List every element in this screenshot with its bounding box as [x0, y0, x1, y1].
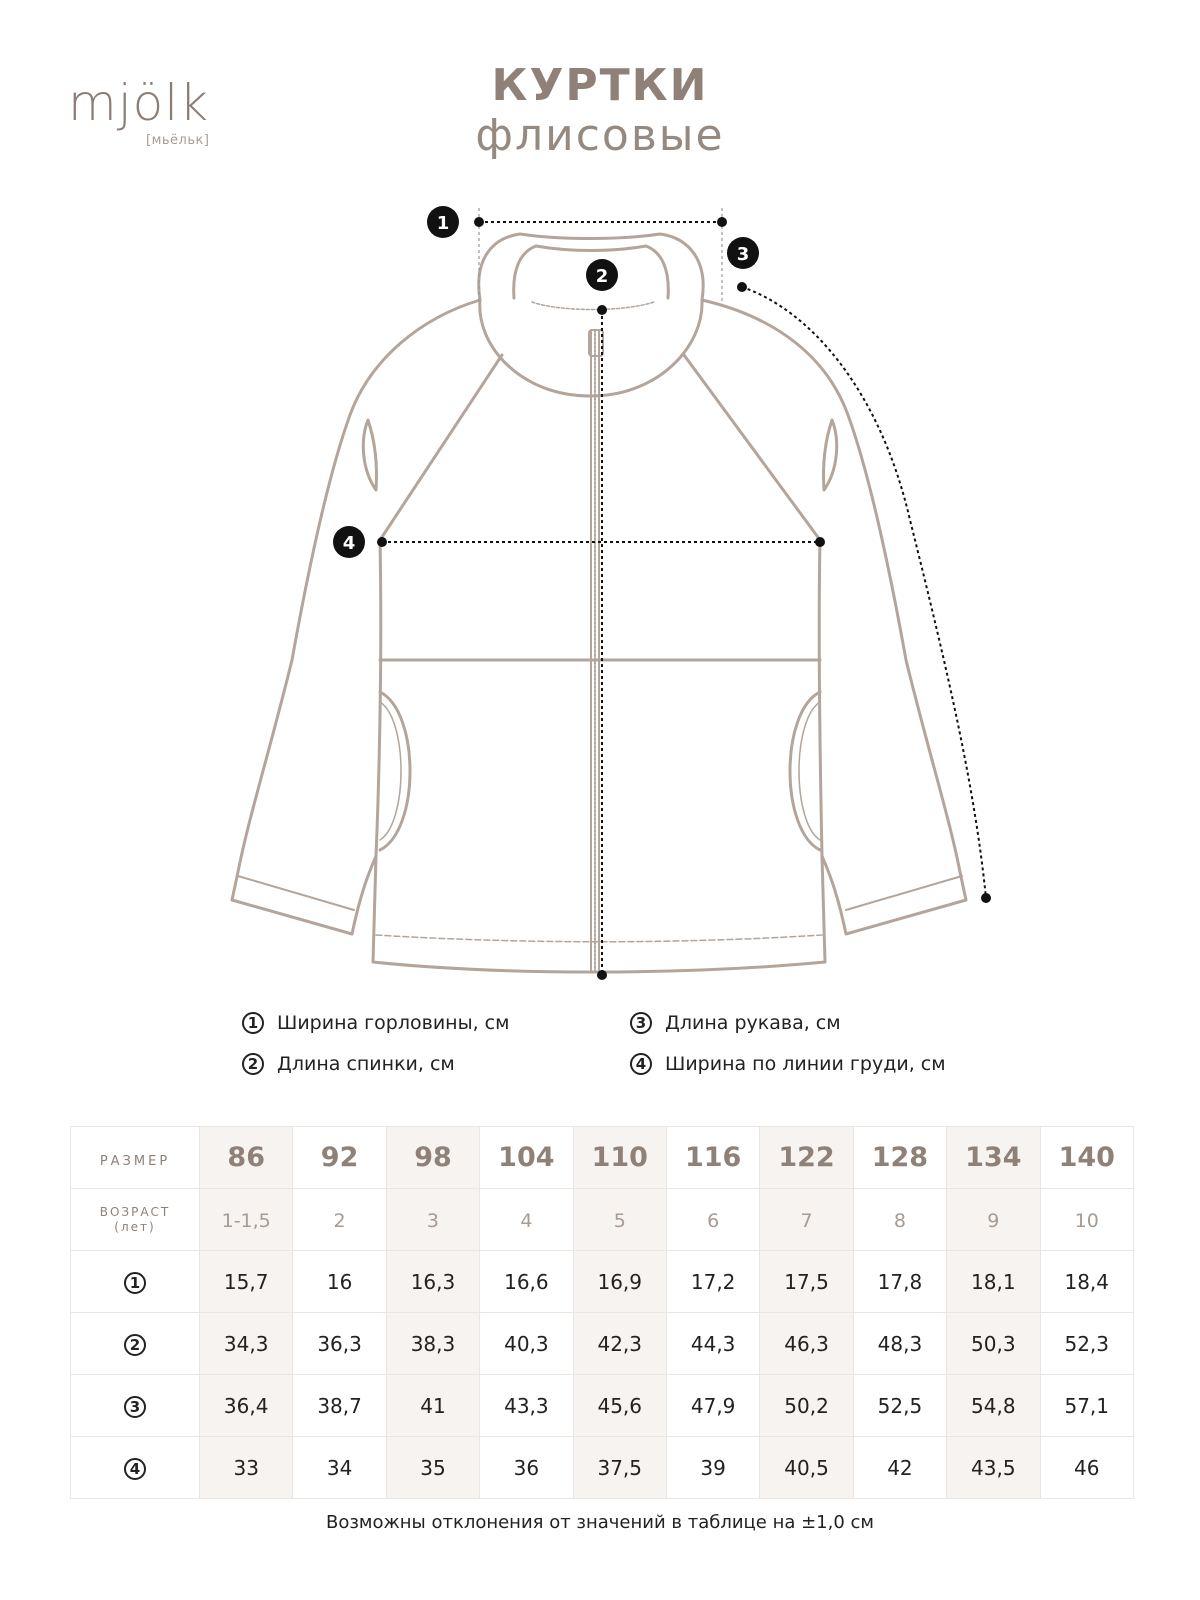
- legend-item-3: [630, 1012, 841, 1034]
- row-num: 4: [124, 1458, 146, 1480]
- legend-num-4: 4: [630, 1053, 652, 1075]
- size-cell: 122: [760, 1127, 853, 1189]
- age-cell: 1-1,5: [200, 1189, 293, 1251]
- size-row-header: [71, 1127, 200, 1189]
- value-cell: 42: [853, 1437, 946, 1499]
- value-cell: 40,5: [760, 1437, 853, 1499]
- sleeve-inner-left: [376, 540, 381, 856]
- age-cell: 4: [480, 1189, 573, 1251]
- value-cell: 48,3: [853, 1313, 946, 1375]
- size-cell: 128: [853, 1127, 946, 1189]
- value-cell: 17,2: [666, 1251, 759, 1313]
- measure-dot-2b: [597, 970, 607, 980]
- legend-item-1: [242, 1012, 509, 1034]
- age-cell: 6: [666, 1189, 759, 1251]
- legend-text-4: Ширина по линии груди, см: [665, 1053, 946, 1075]
- dart-right: [823, 420, 836, 490]
- raglan-seam-right: [684, 355, 820, 540]
- value-cell: 16,6: [480, 1251, 573, 1313]
- age-row-header: [71, 1189, 200, 1251]
- brand-name: mjölk: [68, 74, 210, 132]
- collar-stitch: [532, 302, 654, 310]
- value-cell: 38,7: [293, 1375, 386, 1437]
- size-cell: 140: [1040, 1127, 1133, 1189]
- marker-2-label: 2: [595, 266, 609, 287]
- measure-row-1: [71, 1251, 1134, 1313]
- brand-subtitle: [мьёльк]: [146, 133, 210, 148]
- dart-left: [363, 420, 376, 490]
- measure-dot-3b: [981, 893, 991, 903]
- measurement-legend: [0, 1012, 1200, 1102]
- marker-3-label: 3: [736, 244, 750, 265]
- size-cell: 98: [386, 1127, 479, 1189]
- size-cell: 86: [200, 1127, 293, 1189]
- measure-row-header: [71, 1313, 200, 1375]
- value-cell: 16: [293, 1251, 386, 1313]
- page-title: [0, 58, 1200, 161]
- age-cell: 8: [853, 1189, 946, 1251]
- marker-1-label: 1: [436, 213, 450, 234]
- tolerance-note: Возможны отклонения от значений в таблице на ±1,0 см: [326, 1512, 874, 1533]
- value-cell: 50,3: [947, 1313, 1040, 1375]
- measure-dot-1a: [474, 217, 484, 227]
- measure-row-header: [71, 1375, 200, 1437]
- size-cell: 134: [947, 1127, 1040, 1189]
- value-cell: 44,3: [666, 1313, 759, 1375]
- jacket-sketch: [0, 180, 1200, 1000]
- size-row: [71, 1127, 1134, 1189]
- value-cell: 18,4: [1040, 1251, 1133, 1313]
- value-cell: 17,5: [760, 1251, 853, 1313]
- value-cell: 39: [666, 1437, 759, 1499]
- legend-text-1: Ширина горловины, см: [277, 1012, 510, 1034]
- value-cell: 47,9: [666, 1375, 759, 1437]
- value-cell: 36,4: [200, 1375, 293, 1437]
- legend-item-2: [242, 1053, 455, 1075]
- title-line-1: КУРТКИ: [491, 60, 709, 111]
- marker-1: [427, 206, 459, 238]
- age-cell: 5: [573, 1189, 666, 1251]
- value-cell: 36,3: [293, 1313, 386, 1375]
- value-cell: 43,3: [480, 1375, 573, 1437]
- measure-dot-3a: [737, 282, 747, 292]
- age-cell: 9: [947, 1189, 1040, 1251]
- value-cell: 40,3: [480, 1313, 573, 1375]
- value-cell: 50,2: [760, 1375, 853, 1437]
- value-cell: 16,3: [386, 1251, 479, 1313]
- value-cell: 54,8: [947, 1375, 1040, 1437]
- row-num: 3: [124, 1396, 146, 1418]
- value-cell: 17,8: [853, 1251, 946, 1313]
- legend-num-2: 2: [242, 1053, 264, 1075]
- pocket-right-inner: [799, 702, 820, 840]
- size-cell: 110: [573, 1127, 666, 1189]
- size-cell: 116: [666, 1127, 759, 1189]
- measure-row-header: [71, 1251, 200, 1313]
- measure-row-header: [71, 1437, 200, 1499]
- value-cell: 38,3: [386, 1313, 479, 1375]
- measure-dot-4b: [815, 537, 825, 547]
- size-cell: 92: [293, 1127, 386, 1189]
- size-label: РАЗМЕР: [99, 1153, 171, 1169]
- measure-line-3: [742, 287, 986, 898]
- value-cell: 52,5: [853, 1375, 946, 1437]
- age-cell: 2: [293, 1189, 386, 1251]
- pocket-right: [790, 692, 820, 850]
- value-cell: 33: [200, 1437, 293, 1499]
- value-cell: 46: [1040, 1437, 1133, 1499]
- marker-3: [727, 237, 759, 269]
- legend-text-3: Длина рукава, см: [665, 1012, 841, 1034]
- row-num: 1: [124, 1272, 146, 1294]
- measure-dot-4a: [377, 537, 387, 547]
- size-cell: 104: [480, 1127, 573, 1189]
- age-row: [71, 1189, 1134, 1251]
- measure-dot-2a: [597, 305, 607, 315]
- marker-2: [586, 259, 618, 291]
- size-table: [70, 1126, 1134, 1499]
- marker-4: [333, 526, 365, 558]
- title-line-2: флисовые: [475, 110, 725, 161]
- value-cell: 42,3: [573, 1313, 666, 1375]
- value-cell: 34,3: [200, 1313, 293, 1375]
- value-cell: 35: [386, 1437, 479, 1499]
- cuff-left: [238, 876, 354, 910]
- legend-item-4: [630, 1053, 946, 1075]
- value-cell: 16,9: [573, 1251, 666, 1313]
- marker-4-label: 4: [342, 533, 356, 554]
- pocket-left-inner: [380, 702, 401, 840]
- measure-dot-1b: [717, 217, 727, 227]
- legend-num-3: 3: [630, 1012, 652, 1034]
- age-unit: (лет): [114, 1219, 156, 1234]
- value-cell: 46,3: [760, 1313, 853, 1375]
- sleeve-inner-right: [819, 540, 822, 856]
- age-cell: 7: [760, 1189, 853, 1251]
- value-cell: 34: [293, 1437, 386, 1499]
- legend-num-1: 1: [242, 1012, 264, 1034]
- value-cell: 45,6: [573, 1375, 666, 1437]
- value-cell: 15,7: [200, 1251, 293, 1313]
- row-num: 2: [124, 1334, 146, 1356]
- raglan-seam-left: [380, 355, 502, 540]
- legend-text-2: Длина спинки, см: [277, 1053, 455, 1075]
- value-cell: 41: [386, 1375, 479, 1437]
- value-cell: 43,5: [947, 1437, 1040, 1499]
- measure-row-3: [71, 1375, 1134, 1437]
- age-label: ВОЗРАСТ: [99, 1204, 171, 1219]
- value-cell: 18,1: [947, 1251, 1040, 1313]
- pocket-left: [380, 692, 410, 850]
- value-cell: 37,5: [573, 1437, 666, 1499]
- measure-row-4: [71, 1437, 1134, 1499]
- measure-row-2: [71, 1313, 1134, 1375]
- value-cell: 36: [480, 1437, 573, 1499]
- age-cell: 10: [1040, 1189, 1133, 1251]
- age-cell: 3: [386, 1189, 479, 1251]
- value-cell: 57,1: [1040, 1375, 1133, 1437]
- value-cell: 52,3: [1040, 1313, 1133, 1375]
